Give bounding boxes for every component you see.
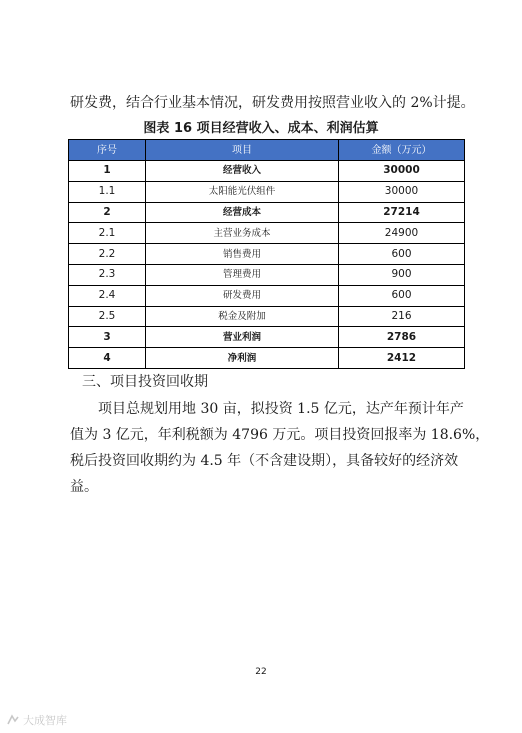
table-row [69, 327, 465, 348]
cell-no: 2 [69, 202, 146, 223]
cell-amount: 30000 [339, 161, 465, 182]
cell-amount: 216 [339, 306, 465, 327]
cell-item: 主营业务成本 [146, 223, 339, 244]
table-caption: 图表 16 项目经营收入、成本、利润估算 [143, 121, 379, 136]
page-number: 22 [255, 667, 267, 677]
cell-item: 税金及附加 [146, 306, 339, 327]
table-row [69, 306, 465, 327]
body-line: 税后投资回收期约为 4.5 年（不含建设期），具备较好的经济效 [70, 453, 459, 469]
cell-no: 2.1 [69, 223, 146, 244]
cell-item: 太阳能光伏组件 [146, 181, 339, 202]
watermark [6, 712, 67, 728]
intro-paragraph: 研发费，结合行业基本情况，研发费用按照营业收入的 2%计提。 [70, 95, 475, 111]
cell-amount: 27214 [339, 202, 465, 223]
cell-no: 2.5 [69, 306, 146, 327]
table-row [69, 202, 465, 223]
body-line: 值为 3 亿元，年利税额为 4796 万元。项目投资回报率为 18.6%， [70, 427, 490, 443]
cell-amount: 30000 [339, 181, 465, 202]
cell-no: 2.2 [69, 244, 146, 265]
cell-amount: 900 [339, 264, 465, 285]
cell-item: 营业利润 [146, 327, 339, 348]
cell-amount: 2412 [339, 348, 465, 369]
cell-item: 经营成本 [146, 202, 339, 223]
table-row [69, 244, 465, 265]
table-row [69, 161, 465, 182]
body-line: 益。 [70, 479, 98, 495]
cell-no: 3 [69, 327, 146, 348]
cell-amount: 2786 [339, 327, 465, 348]
brand-logo-icon [6, 714, 20, 726]
header-amount: 金额（万元） [339, 140, 465, 161]
cell-item: 管理费用 [146, 264, 339, 285]
cell-no: 2.4 [69, 285, 146, 306]
cell-item: 净利润 [146, 348, 339, 369]
watermark-text: 大成智库 [23, 714, 67, 727]
table-row [69, 264, 465, 285]
cell-no: 2.3 [69, 264, 146, 285]
cell-item: 销售费用 [146, 244, 339, 265]
cell-amount: 24900 [339, 223, 465, 244]
cell-item: 经营收入 [146, 161, 339, 182]
body-paragraph [70, 396, 490, 500]
cell-no: 4 [69, 348, 146, 369]
table-header-row [69, 140, 465, 161]
cell-no: 1 [69, 161, 146, 182]
table-row [69, 285, 465, 306]
cell-amount: 600 [339, 244, 465, 265]
header-item: 项目 [146, 140, 339, 161]
section-heading: 三、项目投资回收期 [82, 374, 208, 390]
table-row [69, 223, 465, 244]
body-line: 项目总规划用地 30 亩，拟投资 1.5 亿元，达产年预计年产 [98, 401, 464, 417]
cell-no: 1.1 [69, 181, 146, 202]
cell-item: 研发费用 [146, 285, 339, 306]
estimate-table [68, 139, 465, 369]
cell-amount: 600 [339, 285, 465, 306]
table-row [69, 181, 465, 202]
header-no: 序号 [69, 140, 146, 161]
table-row [69, 348, 465, 369]
